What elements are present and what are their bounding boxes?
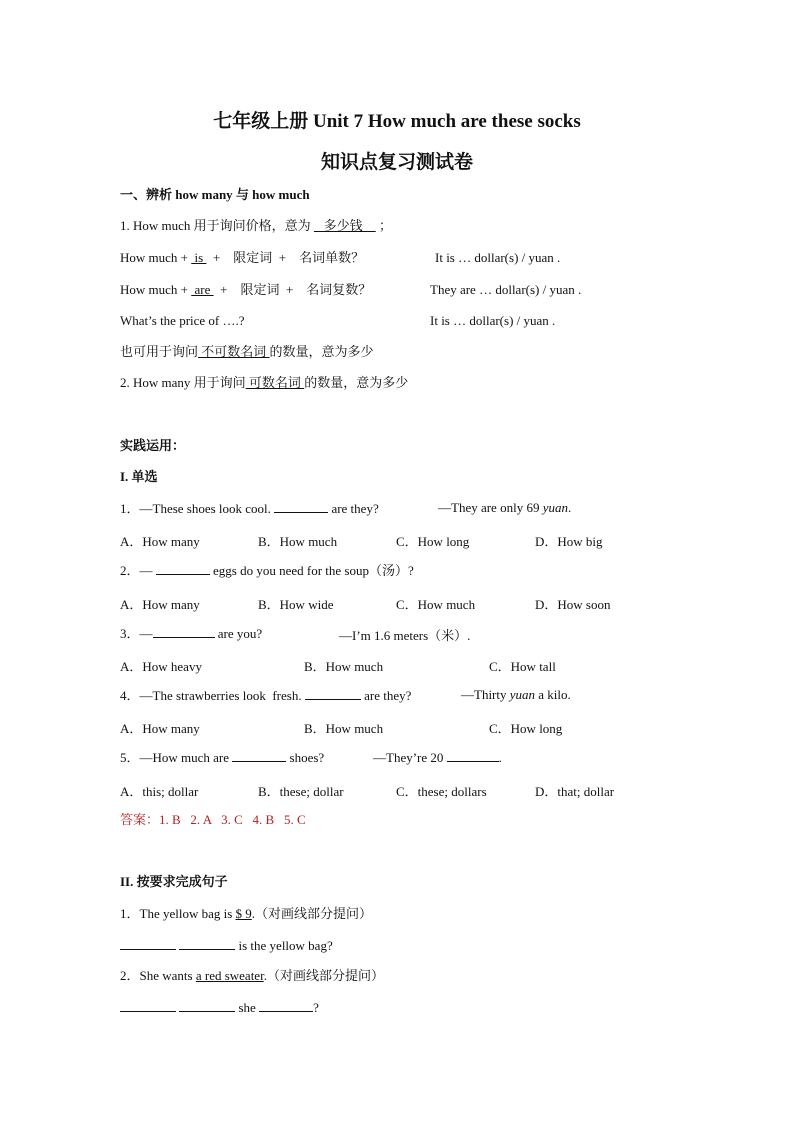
sentence-1-answer-line (120, 937, 333, 954)
question-5 (120, 749, 324, 766)
blank (232, 749, 286, 762)
option-a[interactable]: A．this; dollar (120, 784, 199, 799)
option-c[interactable]: C．How tall (489, 659, 556, 674)
text: —They’re 20 (373, 750, 447, 765)
text: 2．She wants (120, 968, 196, 983)
question-3 (120, 625, 262, 642)
text: . (567, 500, 572, 515)
option-a[interactable]: A．How many (120, 597, 200, 612)
text: . (498, 750, 502, 765)
rule-singular (120, 250, 364, 266)
answer-key: 答案：1. B 2. A 3. C 4. B 5. C (120, 812, 306, 827)
option-b[interactable]: B．How much (304, 659, 384, 674)
rule-price-answer: It is … dollar(s) / yuan . (430, 313, 556, 328)
text: .（对画线部分提问） (251, 906, 373, 921)
text: + 限定词 + 名词单数？ (206, 250, 365, 265)
rule-plural-answer: They are … dollar(s) / yuan . (430, 282, 582, 297)
blank (153, 625, 215, 638)
option-a[interactable]: A．How many (120, 721, 200, 736)
text: a kilo. (535, 687, 571, 702)
text: —Thirty (461, 687, 510, 702)
text: are you? (214, 626, 263, 641)
option-c[interactable]: C．How long (489, 721, 563, 736)
how-much-definition (120, 218, 392, 234)
blank[interactable] (259, 999, 313, 1012)
question-4 (120, 687, 411, 704)
text: she (235, 1000, 260, 1015)
text: 1．—These shoes look cool. (120, 501, 275, 516)
blank[interactable] (179, 937, 235, 950)
blank[interactable] (120, 999, 176, 1012)
fill-answer: 多少钱 (313, 218, 376, 233)
option-b[interactable]: B．How wide (258, 597, 334, 612)
underlined-text: a red sweater (195, 968, 264, 983)
question-3-reply: —I’m 1.6 meters（米）. (339, 628, 471, 643)
sentence-2-answer-line (120, 999, 319, 1016)
option-c[interactable]: C．these; dollars (396, 784, 487, 799)
text: 也可用于询问 (120, 344, 199, 359)
text: are they? (328, 501, 379, 516)
rule-plural (120, 282, 371, 298)
blank[interactable] (120, 937, 176, 950)
text: How much + (120, 282, 192, 297)
section1-heading: 一、辨析 how many 与 how much (120, 187, 310, 202)
option-c[interactable]: C．How much (396, 597, 476, 612)
text: 的数量，意为多少 (304, 375, 409, 390)
option-a[interactable]: A．How heavy (120, 659, 202, 674)
how-many-definition (120, 375, 408, 391)
text: yuan (509, 687, 536, 702)
text: 1. How much 用于询问价格，意为 (120, 218, 314, 233)
text: is the yellow bag? (235, 938, 333, 953)
text: + 限定词 + 名词复数？ (213, 282, 372, 297)
text: eggs do you need for the soup（汤）? (209, 563, 414, 578)
text: 2. How many 用于询问 (120, 375, 246, 390)
fill-answer: 可数名词 (245, 375, 305, 390)
option-c[interactable]: C．How long (396, 534, 470, 549)
page-title: 七年级上册 Unit 7 How much are these socks (213, 111, 581, 132)
option-d[interactable]: D．How soon (535, 597, 611, 612)
option-b[interactable]: B．these; dollar (258, 784, 344, 799)
question-5-reply (373, 749, 502, 766)
text: 的数量，意为多少 (269, 344, 374, 359)
blank (305, 687, 361, 700)
uncountable-note (120, 344, 374, 360)
sentence-2 (120, 968, 384, 984)
option-a[interactable]: A．How many (120, 534, 200, 549)
blank (156, 562, 210, 575)
blank (447, 749, 499, 762)
text: —They are only 69 (438, 500, 543, 515)
question-4-reply (461, 687, 571, 703)
option-d[interactable]: D．that; dollar (535, 784, 615, 799)
blank[interactable] (179, 999, 235, 1012)
rule-price: What’s the price of ….? (120, 313, 245, 328)
text: yuan (542, 500, 568, 515)
underlined-text: $ 9 (235, 906, 252, 921)
text: ； (375, 218, 392, 233)
text: How much + (120, 250, 192, 265)
text: 4．—The strawberries look fresh. (120, 688, 305, 703)
fill-answer: are (191, 282, 214, 297)
fill-answer: 不可数名词 (198, 344, 270, 359)
part1-heading: I. 单选 (120, 469, 158, 484)
practice-heading: 实践运用： (120, 438, 186, 453)
part2-heading: II. 按要求完成句子 (120, 874, 228, 889)
text: shoes? (286, 750, 325, 765)
question-2 (120, 562, 414, 579)
option-b[interactable]: B．How much (258, 534, 338, 549)
option-d[interactable]: D．How big (535, 534, 603, 549)
text: .（对画线部分提问） (263, 968, 384, 983)
text: are they? (360, 688, 412, 703)
text: ? (313, 1000, 319, 1015)
fill-answer: is (191, 250, 207, 265)
sentence-1 (120, 906, 372, 922)
text: 1．The yellow bag is (120, 906, 236, 921)
page-subtitle: 知识点复习测试卷 (320, 152, 473, 173)
blank (274, 500, 328, 513)
question-1 (120, 500, 379, 517)
text: 3．— (120, 626, 153, 641)
option-b[interactable]: B．How much (304, 721, 384, 736)
rule-singular-answer: It is … dollar(s) / yuan . (435, 250, 561, 265)
text: 2．— (120, 563, 156, 578)
text: 5．—How much are (120, 750, 233, 765)
question-1-reply (438, 500, 571, 516)
